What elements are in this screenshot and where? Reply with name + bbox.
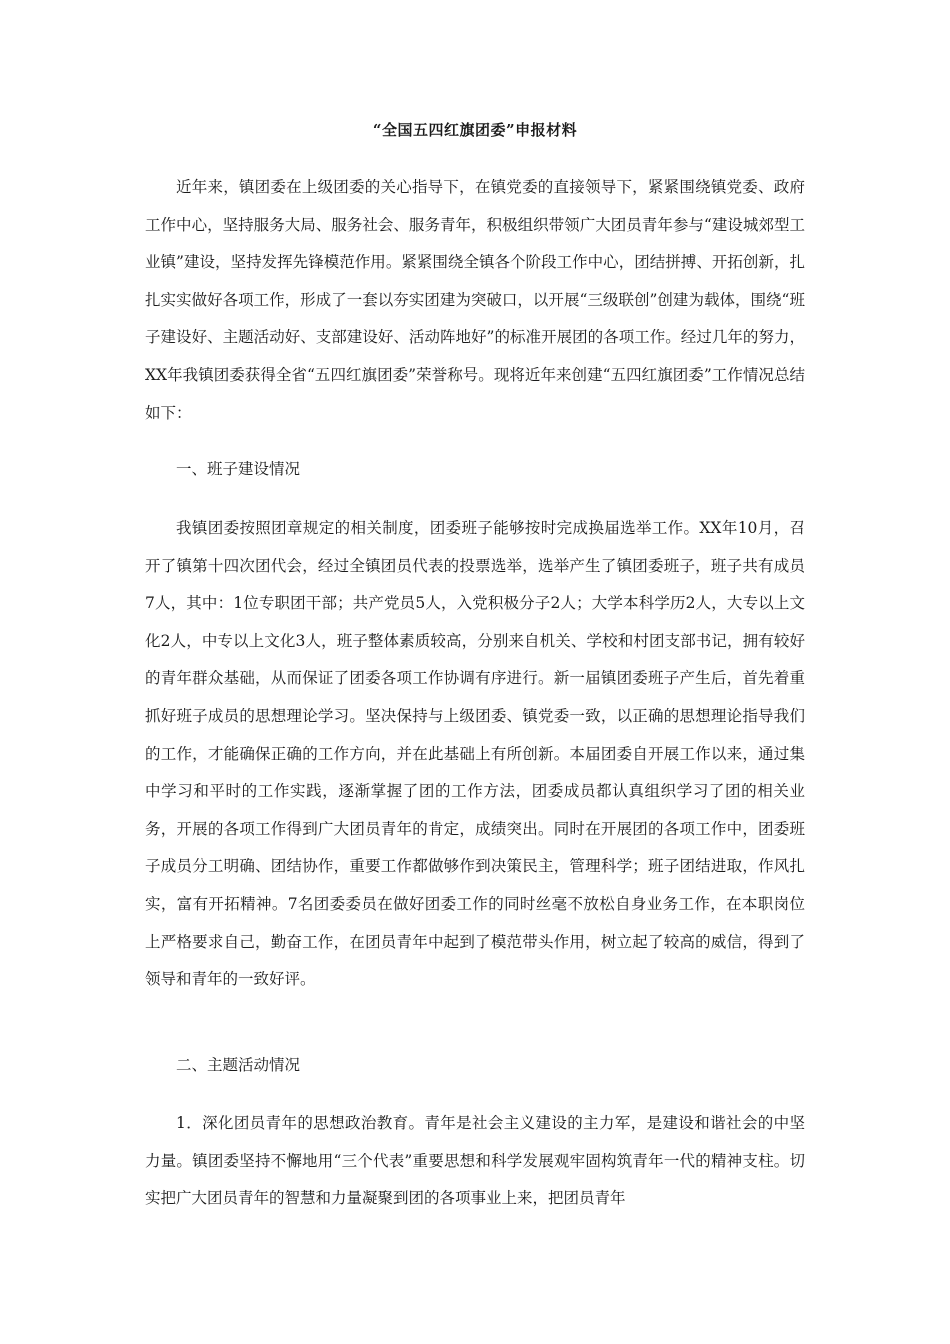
section-body-theme-activities: 1．深化团员青年的思想政治教育。青年是社会主义建设的主力军，是建设和谐社会的中坚力量。镇团委坚持不懈地用“三个代表”重要思想和科学发展观牢固构筑青年一代的精神支柱。切实把广大团员青年的智慧和力量凝聚到团的各项事业上来，把团员青年 — [145, 1114, 805, 1208]
section-body-team-building: 我镇团委按照团章规定的相关制度，团委班子能够按时完成换届选举工作。XX年10月，召开了镇第十四次团代会，经过全镇团员代表的投票选举，选举产生了镇团委班子，班子共有成员7人，其中：1位专职团干部；共产党员5人，入党积极分子2人；大学本科学历2人，大专以上文化2人，中专以上文化3人，班子整体素质较高，分别来自机关、学校和村团支部书记，拥有较好的青年群众基础，从而保证了团委各项工作协调有序进行。新一届镇团委班子产生后，首先着重抓好班子成员的思想理论学习。坚决保持与上级团委、镇党委一致，以正确的思想理论指导我们的工作，才能确保正确的工作方向，并在此基础上有所创新。本届团委自开展工作以来，通过集中学习和平时的工作实践，逐渐掌握了团的工作方法，团委成员都认真组织学习了团的相关业务，开展的各项工作得到广大团员青年的肯定，成绩突出。同时在开展团的各项工作中，团委班子成员分工明确、团结协作，重要工作都做够作到决策民主，管理科学；班子团结进取，作风扎实，富有开拓精神。7名团委委员在做好团委工作的同时丝毫不放松自身业务工作，在本职岗位上严格要求自己，勤奋工作，在团员青年中起到了模范带头作用，树立起了较高的威信，得到了领导和青年的一致好评。 — [145, 519, 805, 989]
section-heading-team-building: 一、班子建设情况 — [176, 460, 301, 478]
section-heading-theme-activities: 二、主题活动情况 — [176, 1056, 301, 1074]
intro-paragraph: 近年来，镇团委在上级团委的关心指导下，在镇党委的直接领导下，紧紧围绕镇党委、政府工作中心，坚持服务大局、服务社会、服务青年，积极组织带领广大团员青年参与“建设城郊型工业镇”建设，坚持发挥先锋模范作用。紧紧围绕全镇各个阶段工作中心，团结拼搏、开拓创新，扎扎实实做好各项工作，形成了一套以夯实团建为突破口，以开展“三级联创”创建为载体，围绕“班子建设好、主题活动好、支部建设好、活动阵地好”的标准开展团的各项工作。经过几年的努力，XX年我镇团委获得全省“五四红旗团委”荣誉称号。现将近年来创建“五四红旗团委”工作情况总结如下： — [145, 178, 805, 422]
document-title: “全国五四红旗团委”申报材料 — [372, 121, 578, 139]
